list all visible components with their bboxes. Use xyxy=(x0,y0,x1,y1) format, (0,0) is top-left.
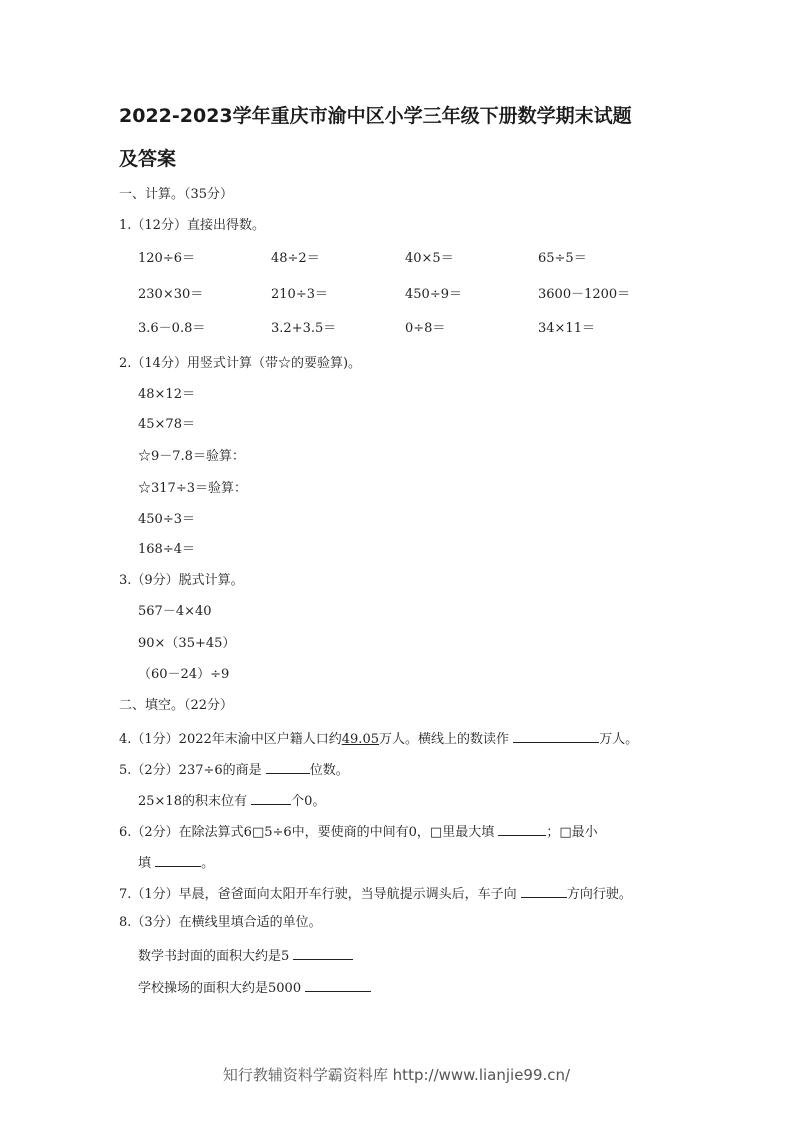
q6-text-end: ；□最小 xyxy=(546,825,598,840)
question-6-part-2 xyxy=(138,853,214,873)
q2-item: 168÷4＝ xyxy=(138,542,195,557)
exam-title-line2: 及答案 xyxy=(119,148,177,170)
q6-min-answer-blank[interactable] xyxy=(155,853,201,867)
question-2: 2.（14分）用竖式计算（带☆的要验算)。 xyxy=(119,356,362,371)
q1-item: 230×30＝ xyxy=(138,287,204,302)
q6-text-start: 6.（2分）在除法算式6□5÷6中，要使商的中间有0，□里最大填 xyxy=(119,825,495,840)
q7-text-start: 7.（1分）早晨，爸爸面向太阳开车行驶，当导航提示调头后，车子向 xyxy=(119,887,517,902)
q8b-text: 学校操场的面积大约是5000 xyxy=(138,981,302,996)
q5-answer-blank[interactable] xyxy=(266,760,310,774)
q8a-answer-blank[interactable] xyxy=(293,946,353,960)
q1-item: 40×5＝ xyxy=(405,251,454,266)
q1-item: 120÷6＝ xyxy=(138,251,195,266)
q2-item: 48×12＝ xyxy=(138,387,195,402)
q2-item: 450÷3＝ xyxy=(138,512,195,527)
q5-text-start: 5.（2分）237÷6的商是 xyxy=(119,763,262,778)
q1-item: 34×11＝ xyxy=(538,321,595,336)
q5b-answer-blank[interactable] xyxy=(251,791,291,805)
q4-text-mid: 万人。横线上的数读作 xyxy=(378,732,509,747)
q1-item: 3.6－0.8＝ xyxy=(138,321,206,336)
question-7 xyxy=(119,884,632,904)
q5-text-end: 位数。 xyxy=(309,763,349,778)
q1-item: 65÷5＝ xyxy=(538,251,587,266)
q4-text-end: 万人。 xyxy=(599,732,639,747)
q3-item: （60－24）÷9 xyxy=(138,667,230,682)
q2-item: 45×78＝ xyxy=(138,417,195,432)
q5b-text-end: 个0。 xyxy=(291,794,326,809)
q6-max-answer-blank[interactable] xyxy=(498,822,546,836)
q6b-text-end: 。 xyxy=(201,856,215,871)
section-1-heading: 一、计算。（35分） xyxy=(119,187,234,202)
q1-item: 48÷2＝ xyxy=(271,251,320,266)
q6b-text-start: 填 xyxy=(138,856,152,871)
question-8-part-2 xyxy=(138,978,371,998)
q7-answer-blank[interactable] xyxy=(521,884,567,898)
q3-item: 567－4×40 xyxy=(138,604,212,619)
q2-item: ☆9－7.8＝验算： xyxy=(138,449,245,464)
question-3: 3.（9分）脱式计算。 xyxy=(119,573,244,588)
q7-text-end: 方向行驶。 xyxy=(566,887,632,902)
q1-item: 3.2+3.5＝ xyxy=(271,321,337,336)
q3-item: 90×（35+45） xyxy=(138,636,236,651)
q1-item: 3600－1200＝ xyxy=(538,287,631,302)
q8b-answer-blank[interactable] xyxy=(305,978,371,992)
question-5-part-2 xyxy=(138,791,325,811)
q4-answer-blank[interactable] xyxy=(513,729,599,743)
q1-item: 450÷9＝ xyxy=(405,287,462,302)
question-1: 1.（12分）直接出得数。 xyxy=(119,218,265,233)
question-8-part-1 xyxy=(138,946,353,966)
q2-item: ☆317÷3＝验算： xyxy=(138,481,247,496)
q1-item: 210÷3＝ xyxy=(271,287,328,302)
section-2-heading: 二、填空。（22分） xyxy=(119,698,234,713)
question-4 xyxy=(119,729,638,749)
footer-watermark: 知行教辅资料学霸资料库 http://www.lianjie99.cn/ xyxy=(222,1066,571,1084)
question-5 xyxy=(119,760,349,780)
q5b-text-start: 25×18的积末位有 xyxy=(138,794,247,809)
q4-underlined-number: 49.05 xyxy=(341,732,379,747)
exam-title-line1: 2022-2023学年重庆市渝中区小学三年级下册数学期末试题 xyxy=(119,105,632,127)
q1-item: 0÷8＝ xyxy=(405,321,446,336)
question-8: 8.（3分）在横线里填合适的单位。 xyxy=(119,915,322,930)
q4-text-start: 4.（1分）2022年末渝中区户籍人口约 xyxy=(119,732,342,747)
question-6 xyxy=(119,822,598,842)
q8a-text: 数学书封面的面积大约是5 xyxy=(138,949,290,964)
